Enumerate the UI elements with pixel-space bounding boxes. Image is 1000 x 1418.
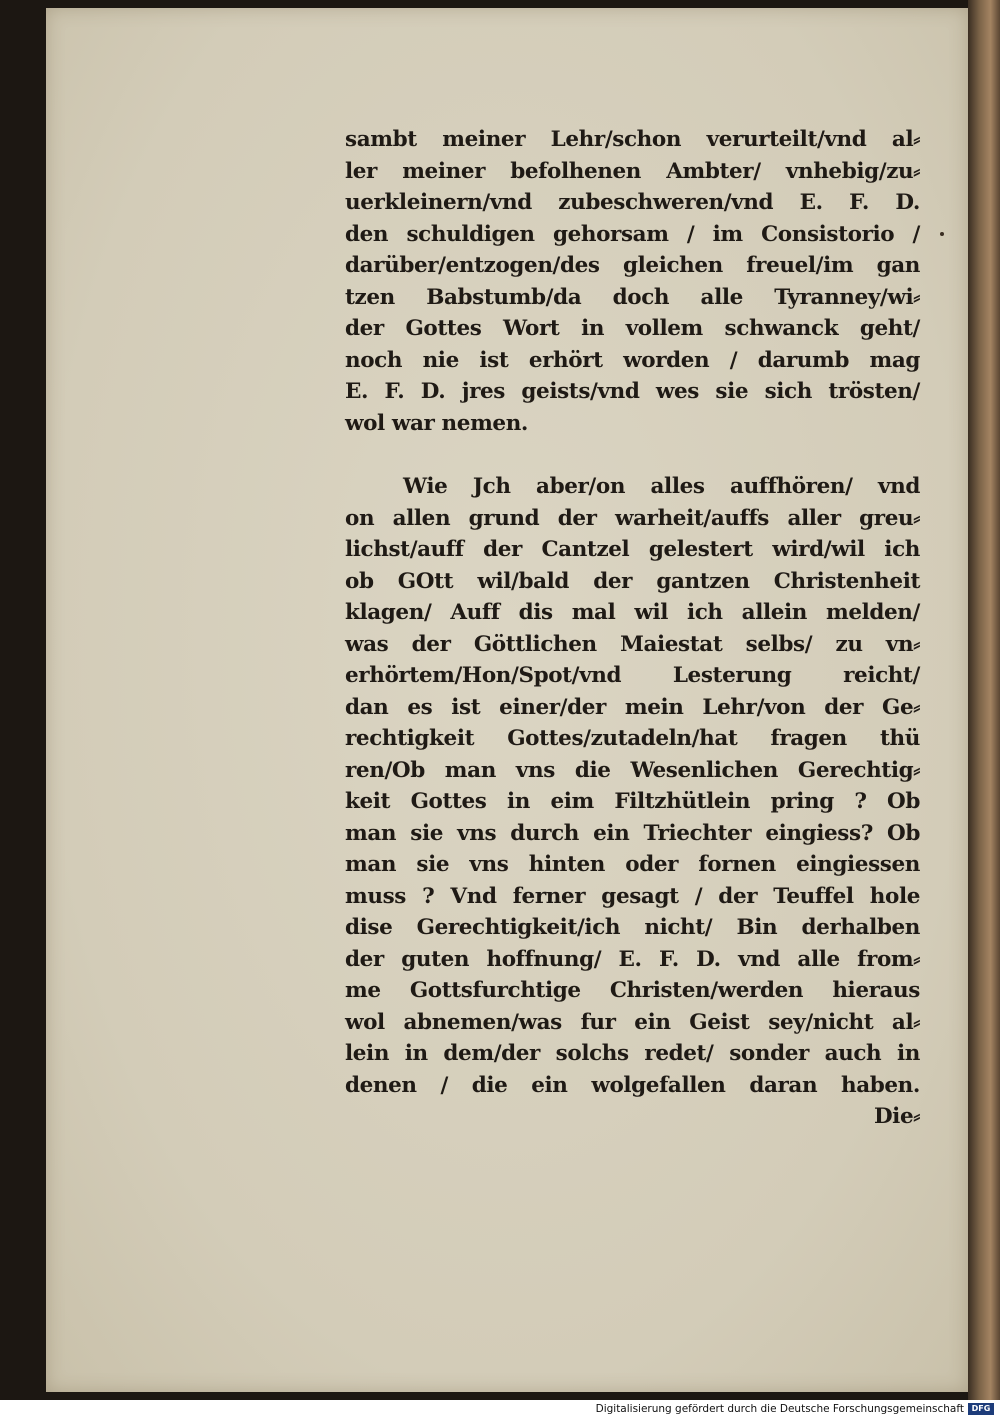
text-line: klagen/ Auff dis mal wil ich allein melden/	[345, 600, 920, 625]
funding-credit: Digitalisierung gefördert durch die Deutsche Forschungsgemeinschaft	[595, 1403, 964, 1415]
text-line: dan es ist einer/der mein Lehr/von der Ge⸗	[345, 694, 920, 720]
text-line: erhörtem/Hon/Spot/vnd Lesterung reicht/	[345, 663, 920, 688]
text-line: ler meiner befolhenen Ambter/ vnhebig/zu⸗	[345, 158, 920, 184]
text-line: keit Gottes in eim Filtzhütlein pring ? Ob	[345, 789, 920, 814]
text-line: man sie vns hinten oder fornen eingiessen	[345, 852, 920, 877]
text-line: on allen grund der warheit/auffs aller greu⸗	[345, 505, 920, 531]
paragraph-1	[345, 124, 920, 439]
text-line: lichst/auff der Cantzel gelestert wird/wil ich	[345, 537, 920, 562]
text-line: E. F. D. jres geists/vnd wes sie sich trösten/	[345, 379, 920, 404]
text-line: denen / die ein wolgefallen daran haben.	[345, 1072, 920, 1098]
text-line: den schuldigen gehorsam / im Consistorio /	[345, 221, 920, 247]
text-line: der Gottes Wort in vollem schwanck geht/	[345, 316, 920, 341]
text-line: ob GOtt wil/bald der gantzen Christenheit	[345, 568, 920, 594]
dfg-logo: DFG	[968, 1403, 994, 1415]
text-block	[345, 124, 920, 1133]
paragraph-gap	[345, 439, 920, 471]
footer-bar	[0, 1400, 1000, 1418]
text-line: der guten hoffnung/ E. F. D. vnd alle from⸗	[345, 946, 920, 972]
text-line: was der Göttlichen Maiestat selbs/ zu vn⸗	[345, 631, 920, 657]
paragraph-2	[345, 471, 920, 1101]
text-line: noch nie ist erhört worden / darumb mag	[345, 347, 920, 373]
text-line: wol abnemen/was fur ein Geist sey/nicht al⸗	[345, 1009, 920, 1035]
text-line: dise Gerechtigkeit/ich nicht/ Bin derhalben	[345, 915, 920, 940]
ink-spot	[940, 232, 944, 236]
text-line: darüber/entzogen/des gleichen freuel/im gan	[345, 253, 920, 278]
text-line: ren/Ob man vns die Wesenlichen Gerechtig⸗	[345, 757, 920, 783]
text-line: uerkleinern/vnd zubeschweren/vnd E. F. D.	[345, 190, 920, 215]
catchword: Die⸗	[873, 1104, 920, 1129]
text-line: lein in dem/der solchs redet/ sonder auch in	[345, 1041, 920, 1066]
text-line: me Gottsfurchtige Christen/werden hieraus	[345, 978, 920, 1003]
text-line-indented: Wie Jch aber/on alles auffhören/ vnd	[403, 474, 920, 499]
text-line: tzen Babstumb/da doch alle Tyranney/wi⸗	[345, 284, 920, 310]
text-line: man sie vns durch ein Triechter eingiess? Ob	[345, 820, 920, 846]
text-line: muss ? Vnd ferner gesagt / der Teuffel hole	[345, 883, 920, 909]
text-line: sambt meiner Lehr/schon verurteilt/vnd al⸗	[345, 127, 920, 152]
text-line: wol war nemen.	[345, 410, 529, 436]
text-line: rechtigkeit Gottes/zutadeln/hat fragen thü	[345, 726, 920, 751]
book-edge	[968, 0, 1000, 1400]
